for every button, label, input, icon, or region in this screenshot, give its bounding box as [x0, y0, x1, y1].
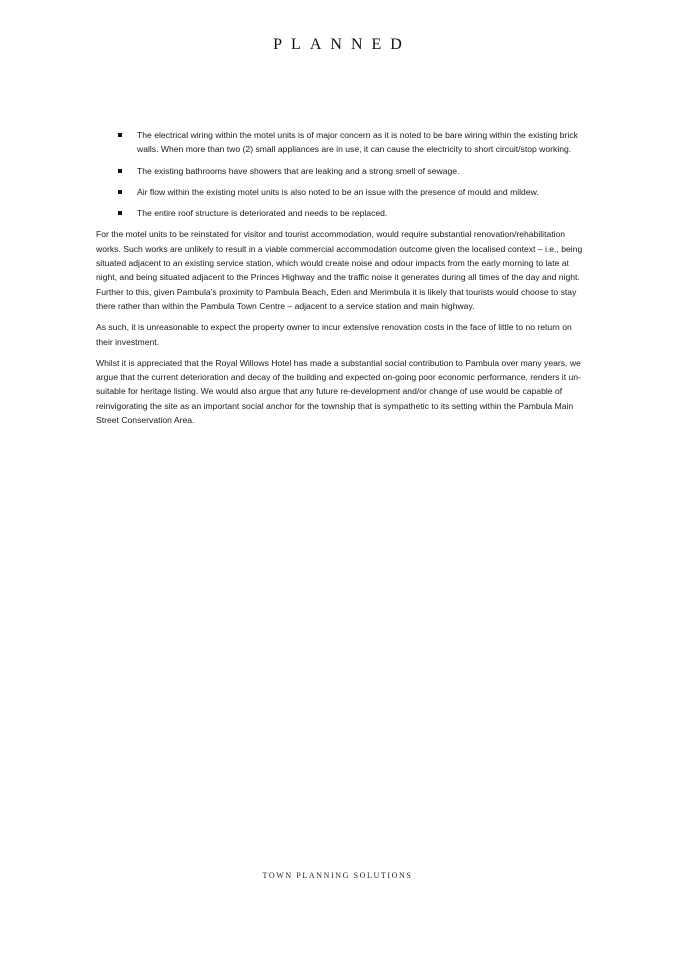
bullet-item: [96, 206, 586, 220]
bullet-item: [96, 128, 586, 157]
bullet-text: Air flow within the existing motel units is also noted to be an issue with the presence of mould and mildew.: [137, 186, 539, 197]
bullet-item: [96, 164, 586, 178]
header-brand-logo: PLANNED: [273, 36, 411, 53]
body-paragraph: For the motel units to be reinstated for visitor and tourist accommodation, would require substantial renovation/rehabilitation works. Such works are unlikely to result in a viable commercial accommodation outcome given the localised context – i.e., being situated adjacent to an existing service station, which would create noise and odour impacts from the early morning to late at night, and being situated adjacent to the Princes Highway and the traffic noise it generates during all times of the day and night. Further to this, given Pambula’s proximity to Pambula Beach, Eden and Merimbula it is likely that tourists would choose to stay there rather than within the Pambula Town Centre – adjacent to a service station and main highway.: [96, 229, 583, 311]
square-bullet-icon: [118, 169, 122, 173]
body-paragraph: Whilst it is appreciated that the Royal Willows Hotel has made a substantial social contribution to Pambula over many years, we argue that the current deterioration and decay of the building and expected on-going poor economic performance, renders it un-suitable for heritage listing. We would also argue that any future re-development and/or change of use would be capable of reinvigorating the site as an important social anchor for the township that is sympathetic to its setting within the Pambula Main Street Conservation Area.: [96, 357, 581, 426]
bullet-text: The electrical wiring within the motel units is of major concern as it is noted to be bare wiring within the existing brick walls. When more than two (2) small appliances are in use, it can cause the electricity to short circuit/stop working.: [137, 130, 578, 155]
square-bullet-icon: [118, 190, 122, 194]
bullet-text: The entire roof structure is deteriorated and needs to be replaced.: [137, 208, 388, 219]
bullet-item: [96, 185, 586, 199]
bullet-text: The existing bathrooms have showers that are leaking and a strong smell of sewage.: [137, 165, 460, 176]
square-bullet-icon: [118, 211, 122, 215]
document-body: [96, 128, 586, 434]
body-paragraph: As such, it is unreasonable to expect the property owner to incur extensive renovation costs in the face of little to no return on their investment.: [96, 322, 572, 347]
issues-bullet-list: [96, 128, 586, 220]
footer-brand-tagline: TOWN PLANNING SOLUTIONS: [262, 871, 413, 880]
square-bullet-icon: [118, 133, 122, 137]
